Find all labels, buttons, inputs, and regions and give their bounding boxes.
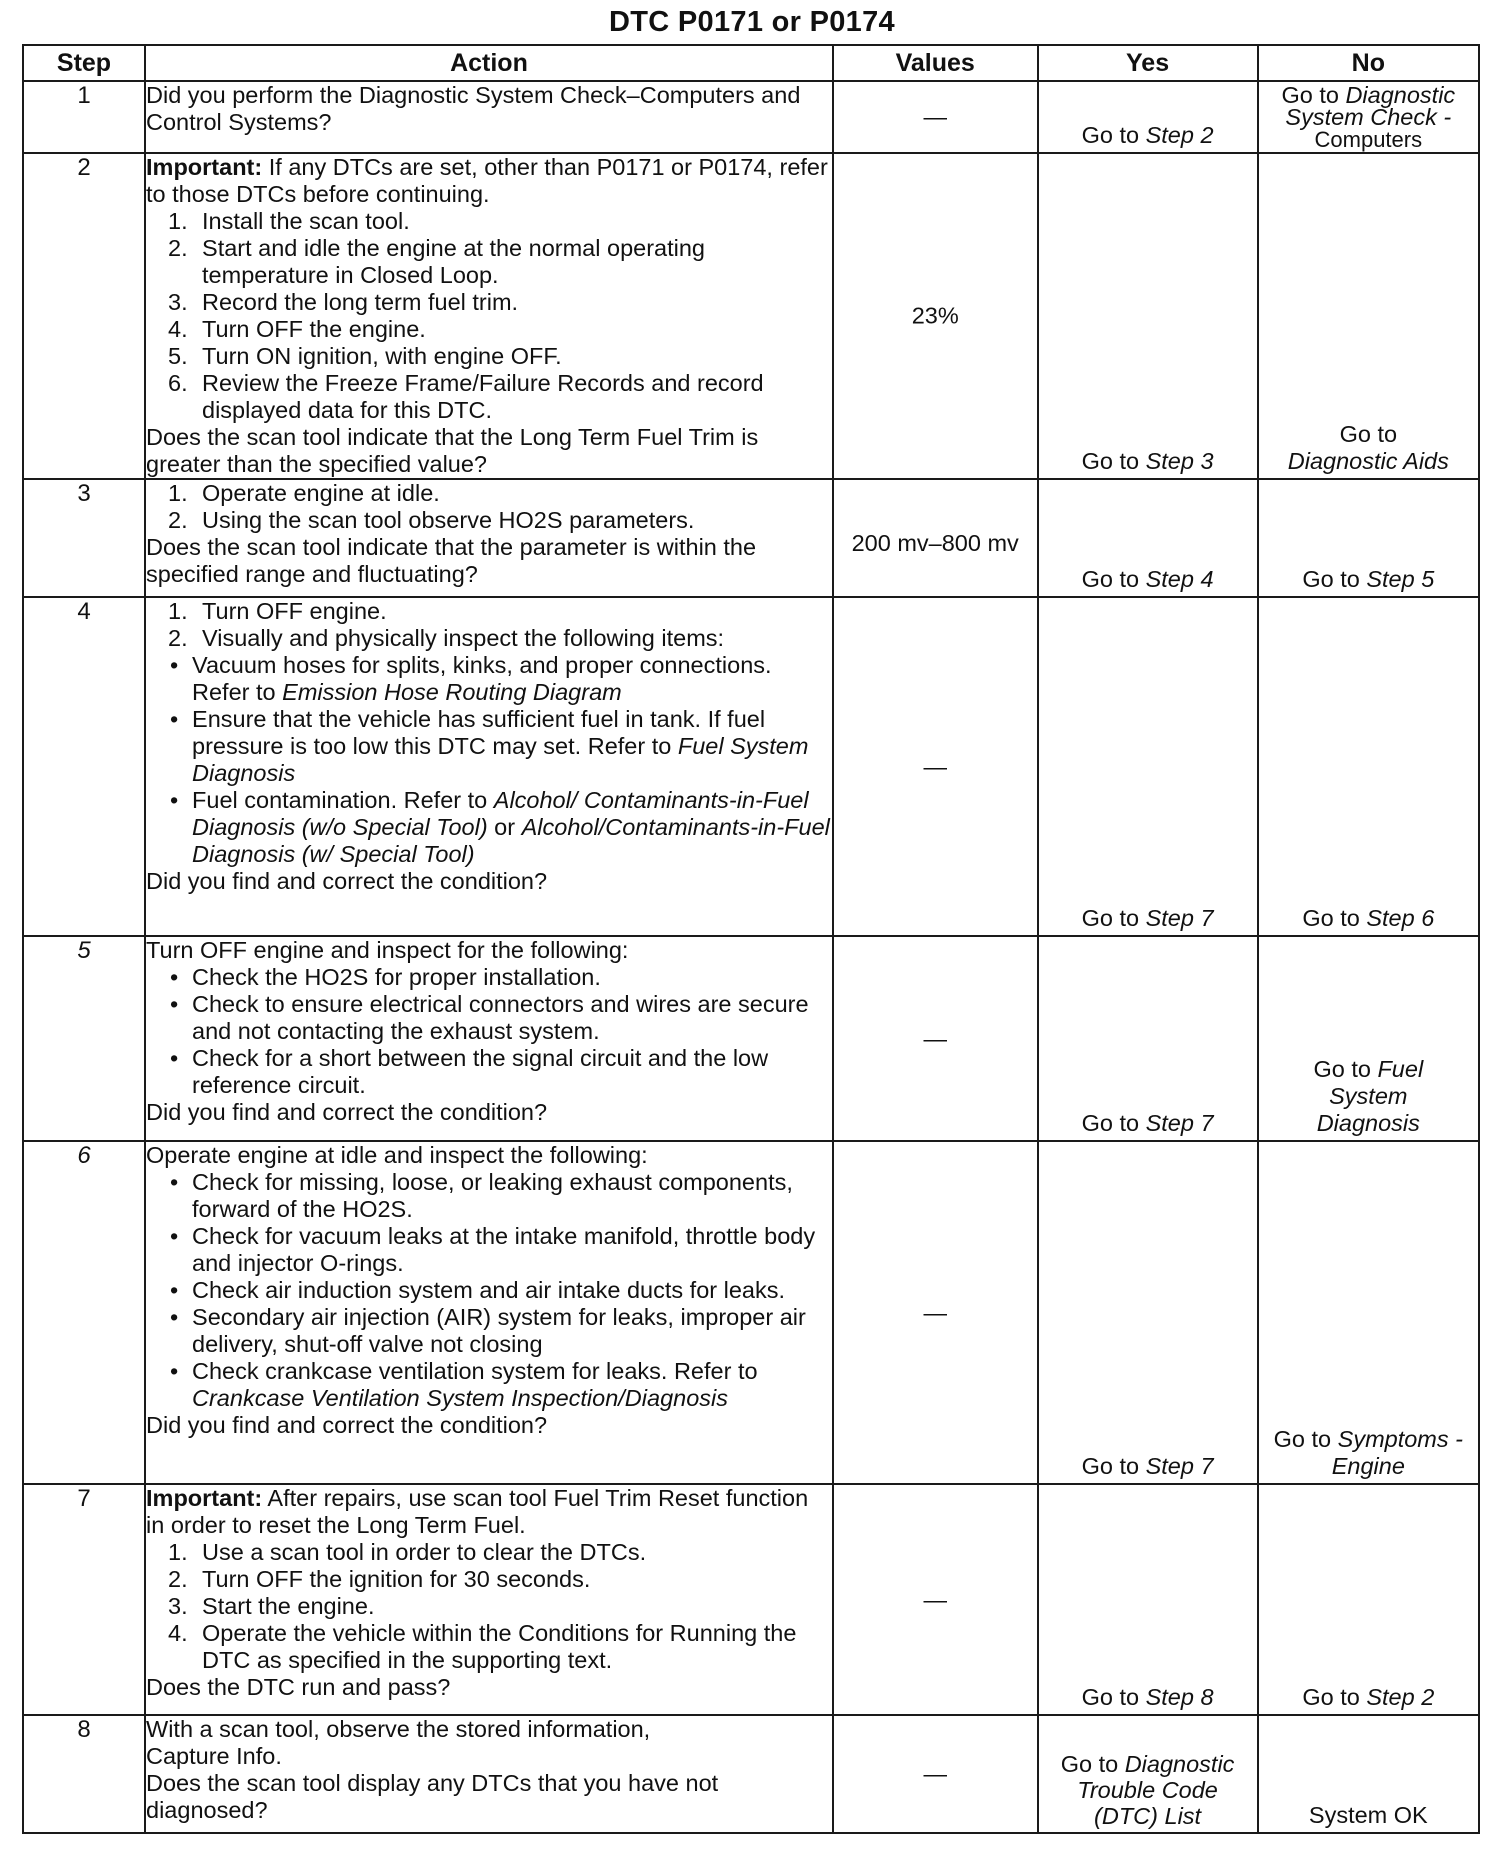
- step-number: [23, 153, 145, 479]
- values-cell: [833, 597, 1038, 936]
- yes-target: Diagnostic Trouble Code (DTC) List: [1077, 1751, 1235, 1829]
- list-item: 4. Operate the vehicle within the Conditions for Running the DTC as specified in the supporting text.: [168, 1620, 797, 1673]
- yes-target: Step 3: [1145, 448, 1214, 474]
- values-cell: [833, 153, 1038, 479]
- important-label: Important:: [146, 154, 263, 180]
- step-number: [23, 479, 145, 597]
- table-row: [23, 153, 1479, 479]
- no-target: Fuel System Diagnosis: [1316, 1056, 1424, 1136]
- table-row: [23, 1484, 1479, 1715]
- list-item: • Check for vacuum leaks at the intake manifold, throttle body and injector O-rings.: [146, 1223, 832, 1277]
- step-label: 2: [77, 154, 91, 181]
- yes-link[interactable]: [1039, 1110, 1257, 1137]
- list-item: 1. Turn OFF engine.: [168, 598, 387, 624]
- values-cell: [833, 1141, 1038, 1484]
- important-text: After repairs, use scan tool Fuel Trim Reset function in order to reset the Long Term Fuel.: [146, 1485, 809, 1538]
- action-cell: [145, 597, 833, 936]
- diagnostic-table: [22, 44, 1480, 1834]
- action-text: Did you perform the Diagnostic System Check–Computers and Control Systems?: [146, 82, 801, 135]
- step-number: [23, 1484, 145, 1715]
- question-text: Does the DTC run and pass?: [146, 1674, 451, 1700]
- page-title: DTC P0171 or P0174: [609, 6, 895, 38]
- no-prefix: Go to: [1281, 82, 1346, 108]
- no-cell: [1258, 81, 1479, 153]
- list-item: 3. Record the long term fuel trim.: [168, 289, 519, 315]
- yes-target: Step 2: [1145, 122, 1214, 148]
- no-link[interactable]: [1259, 421, 1478, 475]
- yes-target: Step 7: [1145, 1453, 1214, 1479]
- intro-text: Turn OFF engine and inspect for the following:: [146, 937, 629, 963]
- question-text: Did you find and correct the condition?: [146, 868, 548, 894]
- question-text: Does the scan tool indicate that the parameter is within the specified range and fluctuating?: [146, 534, 757, 587]
- yes-cell: [1038, 479, 1258, 597]
- list-item: 1. Operate engine at idle.: [168, 480, 440, 506]
- list-item: 2. Turn OFF the ignition for 30 seconds.: [168, 1566, 591, 1592]
- header-values: Values: [833, 45, 1038, 81]
- list-item: 1. Install the scan tool.: [168, 208, 410, 234]
- list-item: • Fuel contamination. Refer to Alcohol/ Contaminants-in-Fuel Diagnosis (w/o Special Tool) or Alcohol/Contaminants-in-Fuel Diagnosis (w/ Special Tool): [146, 787, 832, 868]
- step-label: 4: [77, 598, 91, 625]
- table-row: [23, 1141, 1479, 1484]
- yes-cell: [1038, 81, 1258, 153]
- no-cell: [1258, 1141, 1479, 1484]
- yes-link[interactable]: [1039, 448, 1257, 475]
- no-cell: [1258, 936, 1479, 1141]
- action-line: With a scan tool, observe the stored information,: [146, 1716, 651, 1742]
- step-label: 3: [77, 480, 91, 507]
- yes-cell: [1038, 153, 1258, 479]
- list-item: 5. Turn ON ignition, with engine OFF.: [168, 343, 562, 369]
- list-item: 1. Use a scan tool in order to clear the DTCs.: [168, 1539, 647, 1565]
- header-yes: Yes: [1038, 45, 1258, 81]
- important-note: [146, 1485, 832, 1539]
- no-cell: [1258, 1484, 1479, 1715]
- action-line: Capture Info.: [146, 1743, 282, 1769]
- important-text: If any DTCs are set, other than P0171 or P0174, refer to those DTCs before continuing.: [146, 154, 828, 207]
- yes-link[interactable]: [1039, 905, 1257, 932]
- no-link[interactable]: [1259, 84, 1478, 151]
- table-row: [23, 479, 1479, 597]
- yes-cell: [1038, 1484, 1258, 1715]
- no-target: Diagnostic Aids: [1287, 448, 1449, 474]
- no-target: Step 5: [1366, 566, 1435, 592]
- question-text: Did you find and correct the condition?: [146, 1099, 548, 1125]
- bullet-list: [146, 1169, 832, 1412]
- no-link[interactable]: [1259, 1426, 1478, 1480]
- no-cell: [1258, 153, 1479, 479]
- step-list: [146, 598, 832, 652]
- yes-link[interactable]: [1039, 1453, 1257, 1480]
- value-text: —: [923, 753, 947, 779]
- action-cell: [145, 1484, 833, 1715]
- list-item: 2. Using the scan tool observe HO2S parameters.: [168, 507, 695, 533]
- yes-prefix: Go to: [1081, 1453, 1146, 1479]
- yes-cell: [1038, 597, 1258, 936]
- question-text: Did you find and correct the condition?: [146, 1412, 548, 1438]
- yes-link[interactable]: [1039, 566, 1257, 593]
- yes-prefix: Go to: [1081, 905, 1146, 931]
- list-item: 6. Review the Freeze Frame/Failure Records and record displayed data for this DTC.: [168, 370, 764, 423]
- list-item: • Check the HO2S for proper installation.: [146, 964, 832, 991]
- list-item: • Check for missing, loose, or leaking exhaust components, forward of the HO2S.: [146, 1169, 832, 1223]
- step-label: 5: [77, 937, 91, 964]
- table-row: [23, 936, 1479, 1141]
- no-prefix: Go to: [1313, 1056, 1378, 1082]
- no-text: System OK: [1308, 1802, 1428, 1828]
- yes-link[interactable]: [1039, 122, 1257, 149]
- yes-prefix: Go to: [1081, 566, 1146, 592]
- no-prefix: Go to: [1302, 566, 1367, 592]
- no-suffix: Computers: [1314, 127, 1423, 152]
- no-prefix: Go to: [1302, 1684, 1367, 1710]
- action-cell: [145, 1141, 833, 1484]
- header-row: [23, 45, 1479, 81]
- header-step: Step: [23, 45, 145, 81]
- yes-target: Step 7: [1145, 905, 1214, 931]
- action-cell: [145, 479, 833, 597]
- list-item: • Secondary air injection (AIR) system for leaks, improper air delivery, shut-off valve not closing: [146, 1304, 832, 1358]
- yes-link[interactable]: [1039, 1684, 1257, 1711]
- action-cell: [145, 936, 833, 1141]
- value-text: —: [923, 1586, 947, 1612]
- step-number: [23, 1141, 145, 1484]
- yes-prefix: Go to: [1081, 1684, 1146, 1710]
- action-line: Does the scan tool display any DTCs that you have not diagnosed?: [146, 1770, 719, 1823]
- table-row: [23, 597, 1479, 936]
- list-item: • Ensure that the vehicle has sufficient fuel in tank. If fuel pressure is too low this DTC may set. Refer to Fuel System Diagnosis: [146, 706, 832, 787]
- value-text: 200 mv–800 mv: [851, 530, 1019, 556]
- no-link[interactable]: [1259, 1684, 1478, 1711]
- step-number: [23, 1715, 145, 1833]
- no-target: Step 6: [1366, 905, 1435, 931]
- value-text: 23%: [911, 302, 959, 329]
- step-number: [23, 81, 145, 153]
- values-cell: [833, 936, 1038, 1141]
- yes-cell: [1038, 1715, 1258, 1833]
- table-row: [23, 81, 1479, 153]
- value-text: —: [923, 1025, 947, 1051]
- list-item: • Vacuum hoses for splits, kinks, and proper connections. Refer to Emission Hose Routing Diagram: [146, 652, 832, 706]
- step-number: [23, 936, 145, 1141]
- list-item: • Check crankcase ventilation system for leaks. Refer to Crankcase Ventilation System Inspection/Diagnosis: [146, 1358, 832, 1412]
- yes-prefix: Go to: [1081, 1110, 1146, 1136]
- step-list: [146, 480, 832, 534]
- no-link[interactable]: [1259, 566, 1478, 593]
- yes-link[interactable]: [1039, 1751, 1257, 1829]
- header-no: No: [1258, 45, 1479, 81]
- yes-prefix: Go to: [1081, 448, 1146, 474]
- no-cell: [1258, 1715, 1479, 1833]
- value-text: —: [923, 103, 947, 130]
- list-item: • Check for a short between the signal circuit and the low reference circuit.: [146, 1045, 832, 1099]
- no-target: Diagnostic System Check -: [1285, 82, 1456, 130]
- list-item: • Check air induction system and air intake ducts for leaks.: [146, 1277, 832, 1304]
- yes-cell: [1038, 1141, 1258, 1484]
- yes-target: Step 7: [1145, 1110, 1214, 1136]
- values-cell: [833, 81, 1038, 153]
- values-cell: [833, 1484, 1038, 1715]
- yes-cell: [1038, 936, 1258, 1141]
- no-cell: [1258, 597, 1479, 936]
- list-item: 2. Visually and physically inspect the following items:: [168, 625, 725, 651]
- yes-prefix: Go to: [1060, 1751, 1125, 1777]
- value-text: —: [923, 1299, 947, 1325]
- no-prefix: Go to: [1339, 421, 1398, 447]
- step-label: 1: [77, 82, 91, 109]
- values-cell: [833, 1715, 1038, 1833]
- bullet-list: [146, 652, 832, 868]
- list-item: 4. Turn OFF the engine.: [168, 316, 426, 342]
- no-link[interactable]: [1259, 1056, 1478, 1137]
- important-note: [146, 154, 832, 208]
- yes-target: Step 4: [1145, 566, 1214, 592]
- list-item: • Check to ensure electrical connectors and wires are secure and not contacting the exhaust system.: [146, 991, 832, 1045]
- bullet-list: [146, 964, 832, 1099]
- no-target: Step 2: [1366, 1684, 1435, 1710]
- step-list: [146, 208, 832, 424]
- step-label: 8: [77, 1716, 91, 1743]
- no-link[interactable]: [1259, 905, 1478, 932]
- table-row: [23, 1715, 1479, 1833]
- yes-prefix: Go to: [1081, 122, 1146, 148]
- values-cell: [833, 479, 1038, 597]
- list-item: 2. Start and idle the engine at the normal operating temperature in Closed Loop.: [168, 235, 705, 288]
- no-prefix: Go to: [1273, 1426, 1338, 1452]
- step-label: 7: [77, 1485, 91, 1512]
- important-label: Important:: [146, 1485, 263, 1511]
- question-text: Does the scan tool indicate that the Long Term Fuel Trim is greater than the specified value?: [146, 424, 759, 477]
- step-number: [23, 597, 145, 936]
- step-label: 6: [77, 1142, 91, 1169]
- no-target: Symptoms - Engine: [1331, 1426, 1463, 1479]
- action-cell: [145, 1715, 833, 1833]
- intro-text: Operate engine at idle and inspect the following:: [146, 1142, 648, 1168]
- action-cell: [145, 153, 833, 479]
- value-text: —: [923, 1760, 947, 1787]
- list-item: 3. Start the engine.: [168, 1593, 375, 1619]
- no-cell: [1258, 479, 1479, 597]
- no-prefix: Go to: [1302, 905, 1367, 931]
- header-action: Action: [145, 45, 833, 81]
- action-cell: [145, 81, 833, 153]
- step-list: [146, 1539, 832, 1674]
- yes-target: Step 8: [1145, 1684, 1214, 1710]
